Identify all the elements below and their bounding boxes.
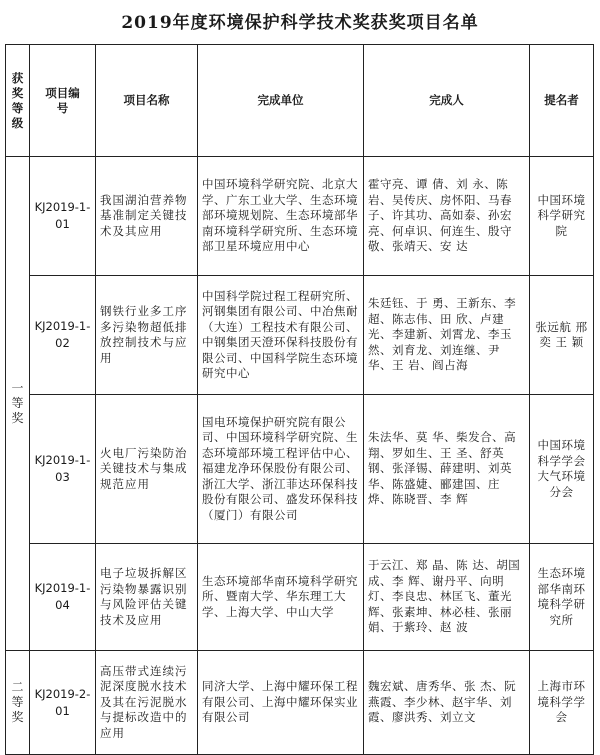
project-code: KJ2019-1-04 [30, 544, 96, 651]
project-code: KJ2019-1-01 [30, 157, 96, 276]
nominator: 张远航 邢 奕 王 颖 [530, 276, 594, 395]
nominator: 中国环境科学研究院 [530, 157, 594, 276]
page-title: 2019年度环境保护科学技术奖获奖项目名单 [121, 13, 479, 33]
header-grade: 获奖等级 [6, 45, 30, 157]
project-code: KJ2019-1-03 [30, 395, 96, 544]
completing-units: 同济大学、上海中耀环保工程有限公司、上海中耀环保实业有限公司 [198, 651, 364, 755]
header-persons: 完成人 [364, 45, 530, 157]
header-units: 完成单位 [198, 45, 364, 157]
table-row [6, 395, 594, 544]
project-name: 高压带式连续污泥深度脱水技术及其在污泥脱水与提标改造中的应用 [96, 651, 198, 755]
completing-units: 国电环境保护研究院有限公司、中国环境科学研究院、生态环境部环境工程评估中心、福建龙净环保股份有限公司、浙江大学、浙江菲达环保科技股份有限公司、盛发环保科技（厦门）有限公司 [198, 395, 364, 544]
table-row [6, 276, 594, 395]
grade-second-prize: 二等奖 [6, 651, 30, 755]
completing-units: 中国环境科学研究院、北京大学、广东工业大学、生态环境部环境规划院、生态环境部华南环境科学研究所、生态环境部卫星环境应用中心 [198, 157, 364, 276]
completing-units: 中国科学院过程工程研究所、河钢集团有限公司、中冶焦耐（大连）工程技术有限公司、中钢集团天澄环保科技股份有限公司、中国科学院生态环境研究中心 [198, 276, 364, 395]
completing-persons: 于云江、郑 晶、陈 达、胡国成、李 辉、谢丹平、向明灯、李良忠、林匡飞、董光辉、张素坤、林必桂、张丽娟、于紫玲、赵 波 [364, 544, 530, 651]
project-name: 电子垃圾拆解区污染物暴露识别与风险评估关键技术及应用 [96, 544, 198, 651]
award-table [5, 44, 594, 755]
nominator: 上海市环境科学学会 [530, 651, 594, 755]
completing-units: 生态环境部华南环境科学研究所、暨南大学、华东理工大学、上海大学、中山大学 [198, 544, 364, 651]
nominator: 生态环境部华南环境科学研究所 [530, 544, 594, 651]
project-name: 火电厂污染防治关键技术与集成规范应用 [96, 395, 198, 544]
project-name: 我国湖泊营养物基准制定关键技术及其应用 [96, 157, 198, 276]
nominator: 中国环境科学学会大气环境分会 [530, 395, 594, 544]
completing-persons: 朱廷钰、于 勇、王新东、李 超、陈志伟、田 欣、卢建光、李建新、刘霄龙、李玉然、刘育龙、刘连继、尹 华、王 岩、阎占海 [364, 276, 530, 395]
table-row [6, 651, 594, 755]
header-code: 项目编号 [30, 45, 96, 157]
project-name: 钢铁行业多工序多污染物超低排放控制技术与应用 [96, 276, 198, 395]
project-code: KJ2019-1-02 [30, 276, 96, 395]
table-row [6, 157, 594, 276]
completing-persons: 魏宏斌、唐秀华、张 杰、阮燕霞、李少林、赵宇华、刘 霞、廖洪秀、刘立文 [364, 651, 530, 755]
grade-first-prize: 一等奖 [6, 157, 30, 651]
table-row [6, 544, 594, 651]
header-nominator: 提名者 [530, 45, 594, 157]
completing-persons: 霍守亮、谭 倩、刘 永、陈 岩、吴传庆、房怀阳、马春子、许其功、高如泰、孙宏亮、何卓识、何连生、殷守敬、张靖天、安 达 [364, 157, 530, 276]
table-header-row [6, 45, 594, 157]
project-code: KJ2019-2-01 [30, 651, 96, 755]
header-name: 项目名称 [96, 45, 198, 157]
completing-persons: 朱法华、莫 华、柴发合、高 翔、罗如生、王 圣、舒英钢、张泽锡、薛建明、刘英华、陈盛婕、郦建国、庄 烨、陈晓晋、李 辉 [364, 395, 530, 544]
